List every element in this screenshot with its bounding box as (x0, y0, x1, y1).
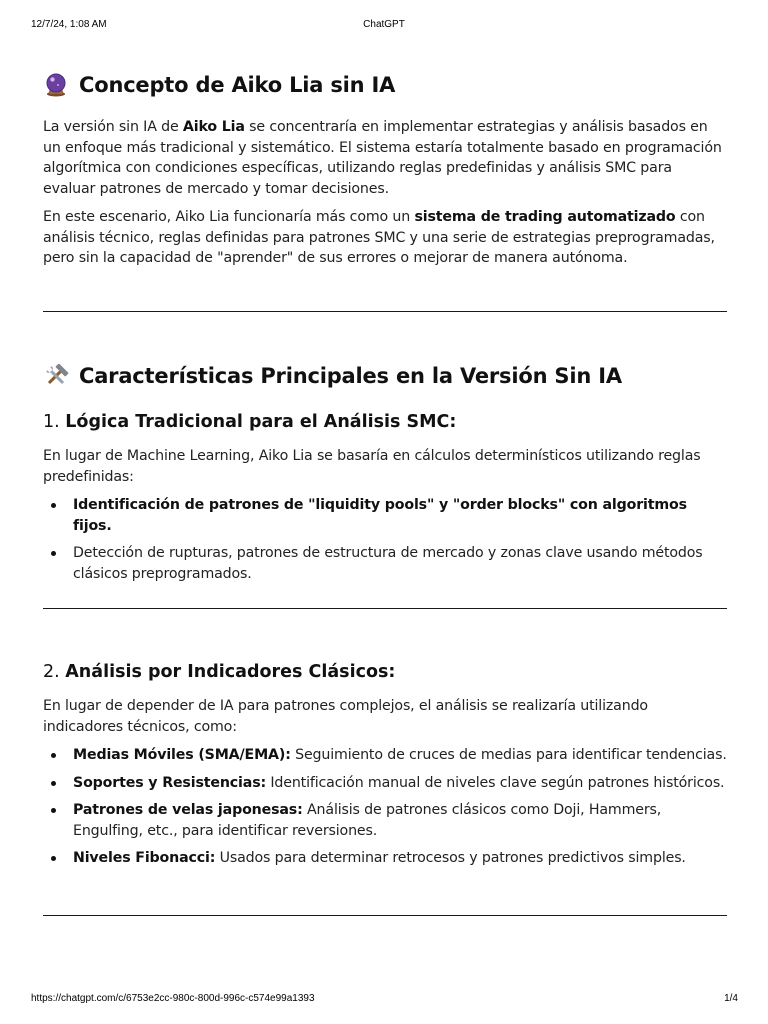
divider (43, 915, 727, 916)
text-run: se concentraría en implementar estrategias y análisis basados en un enfoque más tradicional y sistemático. El sistema estaría totalmente basado en programación algorítmica con condiciones específicas, utilizando reglas predefinidas y análisis SMC para evaluar patrones de mercado y tomar decisiones. (43, 119, 722, 197)
bullet-list (43, 495, 727, 584)
paragraph (43, 117, 727, 199)
subheading-traditional-logic: 1. Lógica Tradicional para el Análisis SMC: (43, 412, 457, 432)
bold-text: Patrones de velas japonesas: (73, 802, 303, 818)
paragraph (43, 207, 727, 269)
bold-text: Niveles Fibonacci: (73, 850, 216, 866)
bold-text: Soportes y Resistencias: (73, 774, 267, 791)
paragraph: En lugar de Machine Learning, Aiko Lia se basaría en cálculos determinísticos utilizando reglas predefinidas: (43, 448, 701, 485)
bold-text: Identificación de patrones de "liquidity pools" y "order blocks" con algoritmos fijos. (73, 497, 687, 534)
hammer-and-wrench-icon (43, 364, 69, 388)
section-heading-features (43, 364, 622, 388)
crystal-ball-icon (43, 73, 69, 97)
bold-text: Aiko Lia (182, 119, 245, 135)
divider (43, 608, 727, 609)
subheading-classic-indicators: 2. Análisis por Indicadores Clásicos: (43, 662, 396, 682)
list-item (43, 745, 727, 766)
text-run: Detección de rupturas, patrones de estructura de mercado y zonas clave usando métodos clásicos preprogramados. (73, 545, 703, 582)
print-footer (0, 993, 768, 1007)
section-concept-body (43, 117, 727, 269)
list-item (43, 495, 727, 536)
text-run: Seguimiento de cruces de medias para identificar tendencias. (290, 747, 727, 763)
print-datetime: 12/7/24, 1:08 AM (31, 19, 107, 30)
list-item (43, 773, 727, 794)
list-item (43, 543, 727, 584)
bold-text: sistema de trading automatizado (414, 209, 676, 225)
list-item (43, 800, 727, 841)
section-heading-concept (43, 73, 395, 97)
section-heading-text: Concepto de Aiko Lia sin IA (79, 73, 396, 97)
text-run: En este escenario, Aiko Lia funcionaría más como un (43, 209, 415, 225)
text-run: con análisis técnico, reglas definidas para patrones SMC y una serie de estrategias preprogramadas, pero sin la capacidad de "aprender" de sus errores o mejorar de manera autónoma. (43, 209, 715, 266)
bullet-icon (51, 503, 56, 508)
text-run: Identificación manual de niveles clave según patrones históricos. (266, 774, 725, 791)
divider (43, 311, 727, 312)
subsection-classic-indicators-body (43, 696, 727, 876)
page-url: https://chatgpt.com/c/6753e2cc-980c-800d-996c-c574e99a1393 (31, 993, 315, 1004)
section-heading-text: Características Principales en la Versión Sin IA (79, 364, 622, 388)
text-run: Usados para determinar retrocesos y patrones predictivos simples. (215, 850, 686, 866)
print-title: ChatGPT (363, 19, 405, 30)
text-run: Análisis de patrones clásicos como Doji, Hammers, Engulfing, etc., para identificar reversiones. (73, 802, 662, 839)
list-item (43, 848, 727, 869)
bullet-icon (51, 808, 56, 813)
subsection-traditional-logic-body (43, 446, 727, 591)
page-number: 1/4 (724, 993, 738, 1004)
bullet-icon (51, 856, 56, 861)
text-run: La versión sin IA de (43, 119, 183, 135)
bold-text: Medias Móviles (SMA/EMA): (73, 747, 291, 763)
bullet-icon (51, 551, 56, 556)
paragraph: En lugar de depender de IA para patrones complejos, el análisis se realizaría utilizando indicadores técnicos, como: (43, 698, 648, 735)
print-header (0, 19, 768, 33)
bullet-list (43, 745, 727, 869)
bullet-icon (51, 753, 56, 758)
bullet-icon (51, 781, 56, 786)
